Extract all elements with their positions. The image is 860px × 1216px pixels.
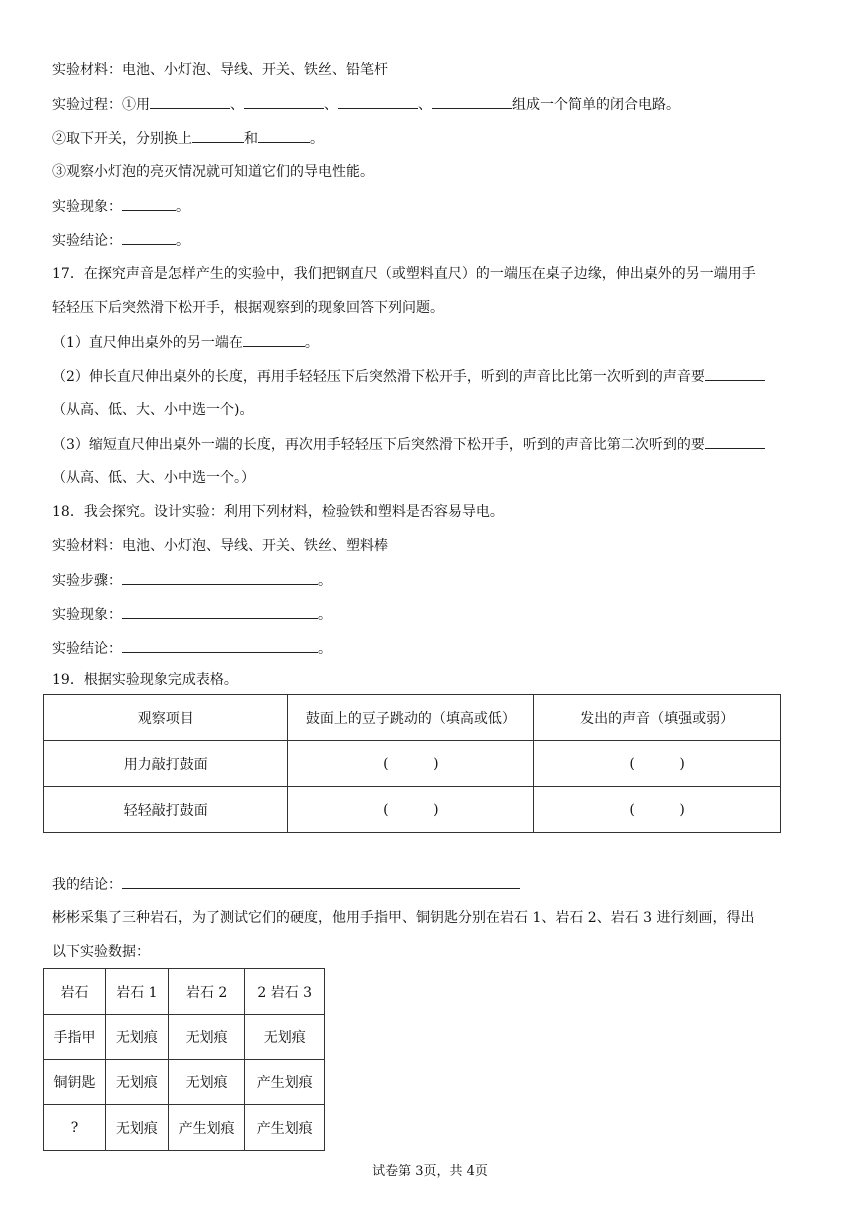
answer-blank[interactable] xyxy=(705,366,765,381)
page-footer: 试卷第 3页，共 4页 xyxy=(372,1164,488,1179)
q16-conclusion: 实验结论： 。 xyxy=(52,230,190,251)
answer-blank[interactable] xyxy=(150,94,230,109)
q16-step2: ②取下开关，分别换上 和 。 xyxy=(52,128,324,149)
answer-cell[interactable]: ( ) xyxy=(288,741,534,787)
answer-blank[interactable] xyxy=(122,874,520,889)
answer-blank[interactable] xyxy=(122,638,318,653)
table-cell: ? xyxy=(44,1105,106,1151)
q16-process: 实验过程：①用 、 、 、 组成一个简单的闭合电路。 xyxy=(52,94,680,115)
table-cell: 无划痕 xyxy=(105,1060,168,1105)
q17-sub3-line1: （3）缩短直尺伸出桌外一端的长度，再次用手轻轻压下后突然滑下松开手，听到的声音比第二次听到的要 xyxy=(52,434,765,455)
q16-step3: ③观察小灯泡的亮灭情况就可知道它们的导电性能。 xyxy=(52,164,374,180)
table-cell: 产生划痕 xyxy=(245,1060,325,1105)
q18-phenomenon: 实验现象： 。 xyxy=(52,604,332,625)
table-row xyxy=(44,1015,325,1060)
q19-my-conclusion: 我的结论： xyxy=(52,874,520,895)
table-cell: 无划痕 xyxy=(168,1015,245,1060)
table-cell: 产生划痕 xyxy=(245,1105,325,1151)
table-cell: 无划痕 xyxy=(245,1015,325,1060)
table-row xyxy=(44,1060,325,1105)
answer-cell[interactable]: ( ) xyxy=(288,787,534,833)
answer-cell[interactable]: ( ) xyxy=(534,787,781,833)
q17-sub2-line1: （2）伸长直尺伸出桌外的长度，再用手轻轻压下后突然滑下松开手，听到的声音比比第一次听到的声音要 xyxy=(52,366,765,387)
answer-blank[interactable] xyxy=(338,94,418,109)
answer-cell[interactable]: ( ) xyxy=(534,741,781,787)
table-header-cell: 岩石 xyxy=(44,969,106,1015)
table-cell: 无划痕 xyxy=(105,1105,168,1151)
q18-steps: 实验步骤： 。 xyxy=(52,570,332,591)
rocks-line2: 以下实验数据： xyxy=(52,944,150,960)
answer-blank[interactable] xyxy=(243,332,305,347)
answer-blank[interactable] xyxy=(705,434,765,449)
rocks-line1: 彬彬采集了三种岩石，为了测试它们的硬度，他用手指甲、铜钥匙分别在岩石 1、岩石 2、岩石 3 进行刻画，得出 xyxy=(52,910,755,926)
q16-phenomenon: 实验现象： 。 xyxy=(52,196,190,217)
table-header-cell: 2 岩石 3 xyxy=(245,969,325,1015)
q17-sub1: （1）直尺伸出桌外的另一端在 。 xyxy=(52,332,319,353)
q19-table xyxy=(43,694,781,833)
answer-blank[interactable] xyxy=(122,604,318,619)
table-row xyxy=(44,741,781,787)
table-cell: 无划痕 xyxy=(105,1015,168,1060)
answer-blank[interactable] xyxy=(192,128,244,143)
rocks-table xyxy=(43,968,325,1151)
q17-line1: 17．在探究声音是怎样产生的实验中，我们把钢直尺（或塑料直尺）的一端压在桌子边缘，伸出桌外的另一端用手 xyxy=(52,266,756,282)
q17-sub3-line2: （从高、低、大、小中选一个。） xyxy=(52,470,255,486)
table-header-cell: 岩石 1 xyxy=(105,969,168,1015)
answer-blank[interactable] xyxy=(122,230,176,245)
table-cell: 无划痕 xyxy=(168,1060,245,1105)
table-header-cell: 发出的声音（填强或弱） xyxy=(534,695,781,741)
q19-title: 19．根据实验现象完成表格。 xyxy=(52,672,238,688)
q17-sub2-line2: （从高、低、大、小中选一个)。 xyxy=(52,402,254,418)
q18-materials: 实验材料：电池、小灯泡、导线、开关、铁丝、塑料棒 xyxy=(52,538,388,554)
table-header-row xyxy=(44,695,781,741)
answer-blank[interactable] xyxy=(122,570,318,585)
answer-blank[interactable] xyxy=(432,94,512,109)
answer-blank[interactable] xyxy=(122,196,176,211)
answer-blank[interactable] xyxy=(244,94,324,109)
table-header-cell: 鼓面上的豆子跳动的（填高或低） xyxy=(288,695,534,741)
table-row xyxy=(44,1105,325,1151)
q18-conclusion: 实验结论： 。 xyxy=(52,638,332,659)
table-cell: 铜钥匙 xyxy=(44,1060,106,1105)
q17-line2: 轻轻压下后突然滑下松开手，根据观察到的现象回答下列问题。 xyxy=(52,300,444,316)
table-header-cell: 观察项目 xyxy=(44,695,288,741)
table-header-cell: 岩石 2 xyxy=(168,969,245,1015)
table-cell: 产生划痕 xyxy=(168,1105,245,1151)
answer-blank[interactable] xyxy=(258,128,310,143)
table-cell: 用力敲打鼓面 xyxy=(44,741,288,787)
table-row xyxy=(44,787,781,833)
table-header-row xyxy=(44,969,325,1015)
table-cell: 轻轻敲打鼓面 xyxy=(44,787,288,833)
q16-materials: 实验材料：电池、小灯泡、导线、开关、铁丝、铅笔杆 xyxy=(52,62,388,78)
table-cell: 手指甲 xyxy=(44,1015,106,1060)
q18-title: 18．我会探究。设计实验：利用下列材料，检验铁和塑料是否容易导电。 xyxy=(52,504,504,520)
